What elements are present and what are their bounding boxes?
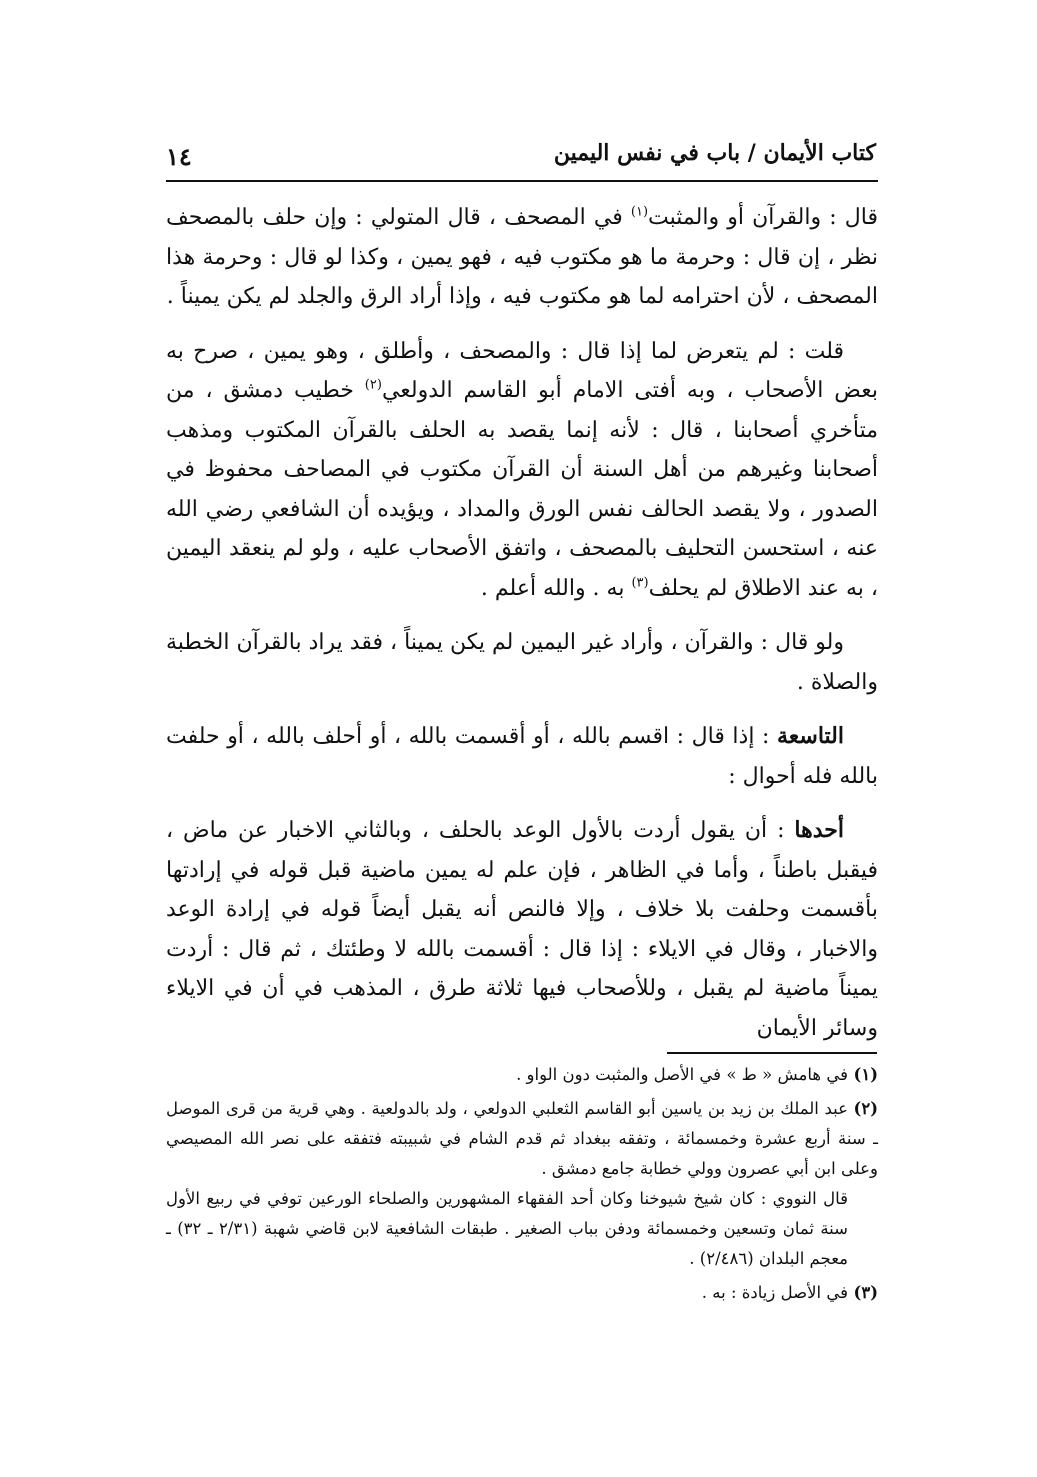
footnote-2: (٢)عبد الملك بن زيد بن ياسين أبو القاسم الثعلبي الدولعي ، ولد بالدولعية . وهي قرية من قرى الموصل ـ سنة أربع عشرة وخمسمائة ، وتفقه ببغداد ثم قدم الشام في شبيبته فتفقه على نصر الله المصيصي وعلى ابن أبي عصرون وولي خطابة جامع دمشق . قال النووي : كان شيخ شيوخنا وكان أحد الفقهاء المشهورين والصلحاء الورعين توفي في ربيع الأول سنة ثمان وتسعين وخمسمائة ودفن بباب الصغير . طبقات الشافعية لابن قاضي شهبة (٢/٣١ ـ ٣٢) ـ معجم البلدان (٢/٤٨٦) . [166,1094,878,1274]
page-number: ١٤ [166,142,192,171]
section-lead-ninth: التاسعة [777,723,844,749]
paragraph-1: قال : والقرآن أو والمثبت$^{(١)}$ في المصحف ، قال المتولي : وإن حلف بالمصحف نظر ، إن قال : وحرمة ما هو مكتوب فيه ، فهو يمين ، وكذا لو قال : وحرمة هذا المصحف ، لأن احترامه لما هو مكتوب فيه ، وإذا أراد الرق والجلد لم يكن يميناً . [166,204,878,309]
footnote-2-extra: قال النووي : كان شيخ شيوخنا وكان أحد الفقهاء المشهورين والصلحاء الورعين توفي في ربيع الأول سنة ثمان وتسعين وخمسمائة ودفن بباب الصغير . طبقات الشافعية لابن قاضي شهبة (٢/٣١ ـ ٣٢) ـ معجم البلدان (٢/٤٨٦) . [166,1189,848,1268]
footnote-ref-1[interactable]: (١) [630,204,649,220]
footnote-3: (٣)في الأصل زيادة : به . [701,1283,878,1302]
paragraph-4: التاسعة : إذا قال : اقسم بالله ، أو أقسمت بالله ، أو أحلف بالله ، أو حلفت بالله فله أحوال : [166,723,878,789]
footnote-1: (١)في هامش « ط » في الأصل والمثبت دون الواو . [516,1065,878,1084]
page-header [166,140,876,180]
footnote-ref-2[interactable]: (٢) [364,377,382,393]
running-title: كتاب الأيمان / باب في نفس اليمين [553,140,876,166]
paragraph-2: قلت : لم يتعرض لما إذا قال : والمصحف ، وأطلق ، وهو يمين ، صرح به بعض الأصحاب ، وبه أفتى الامام أبو القاسم الدولعي$^{(٢)}$ خطيب دمشق ، من متأخري أصحابنا ، قال : لأنه إنما يقصد به الحلف بالقرآن المكتوب ومذهب أصحابنا وغيرهم من أهل السنة أن القرآن مكتوب في المصاحف محفوظ في الصدور ، ولا يقصد الحالف نفس الورق والمداد ، ويؤيده أن الشافعي رضي الله عنه ، استحسن التحليف بالمصحف ، واتفق الأصحاب عليه ، ولو لم ينعقد اليمين ، به عند الاطلاق لم يحلف$^{(٣)}$ به . والله أعلم . [166,338,878,601]
paragraph-5: أحدها : أن يقول أردت بالأول الوعد بالحلف ، وبالثاني الاخبار عن ماض ، فيقبل باطناً ، وأما في الظاهر ، فإن علم له يمين ماضية قبل قوله في إرادتها بأقسمت وحلفت بلا خلاف ، وإلا فالنص أنه يقبل أيضاً قوله في إرادة الوعد والاخبار ، وقال في الايلاء : إذا قال : أقسمت بالله لا وطئتك ، ثم قال : أردت يميناً ماضية لم يقبل ، وللأصحاب فيها ثلاثة طرق ، المذهب في أن في الايلاء وسائر الأيمان [166,817,878,1041]
paragraph-3: ولو قال : والقرآن ، وأراد غير اليمين لم يكن يميناً ، فقد يراد بالقرآن الخطبة والصلاة . [166,630,878,695]
footnote-rule [667,1052,877,1054]
main-text [166,198,878,1063]
footnote-ref-3[interactable]: (٣) [631,575,649,591]
footnotes [166,1060,878,1312]
header-rule [166,180,878,182]
section-lead-first: أحدها [794,817,844,843]
